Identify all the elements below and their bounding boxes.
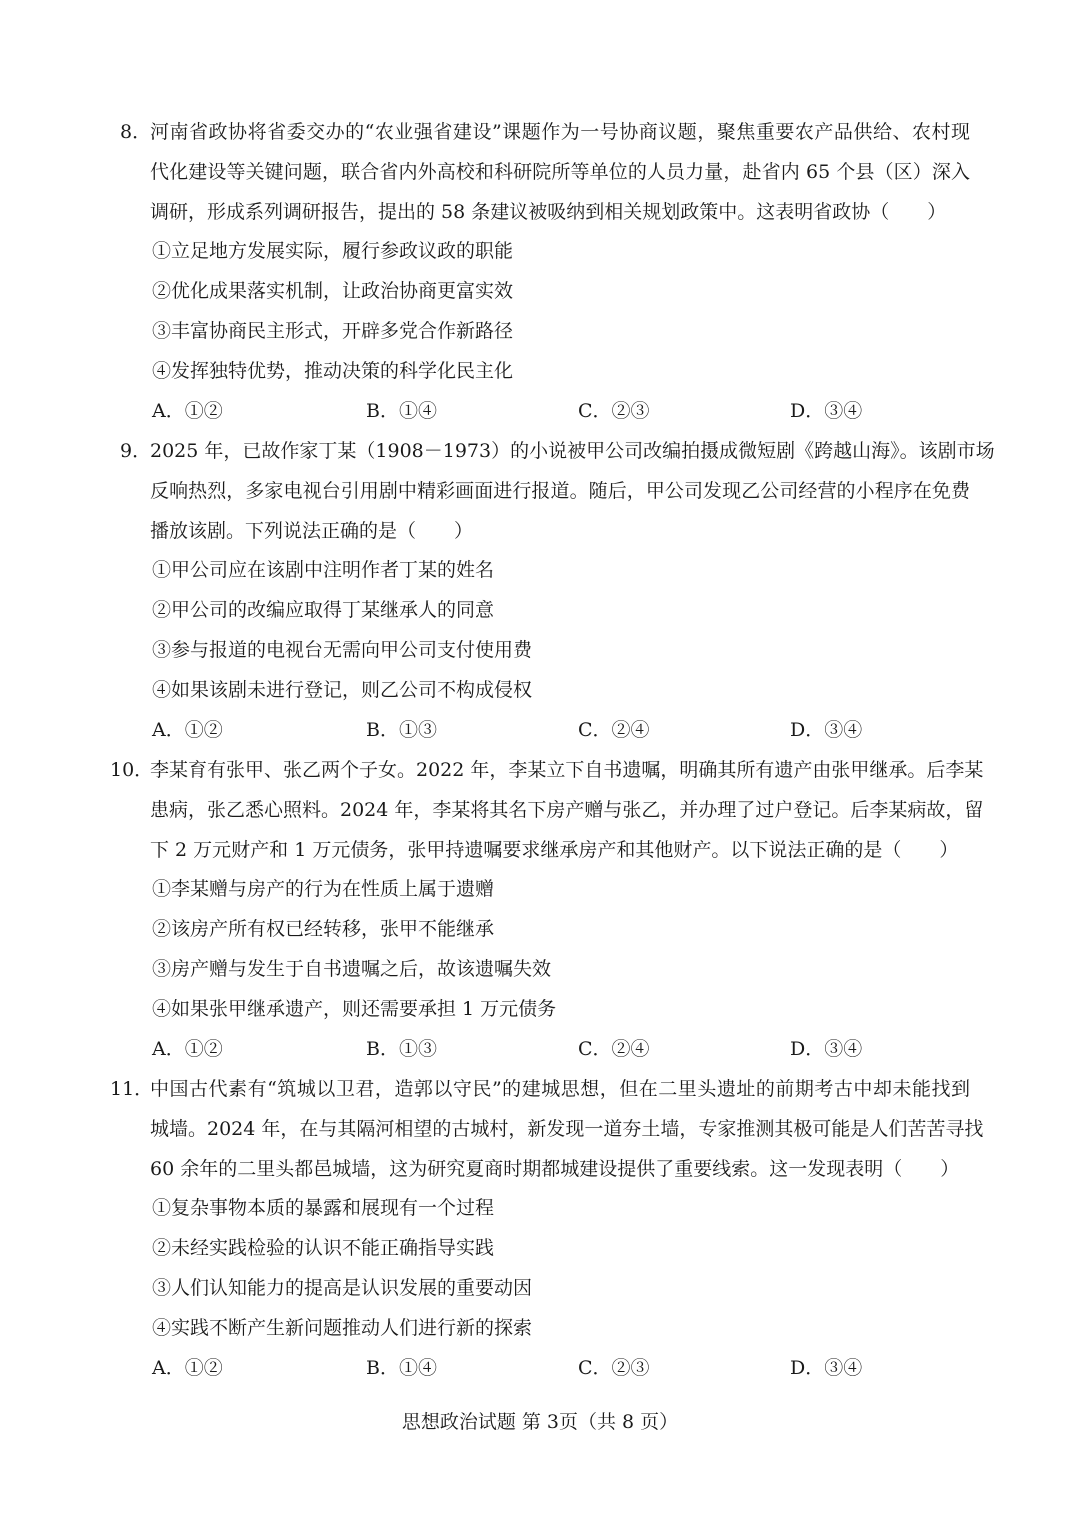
- statement-option: ①李某赠与房产的行为在性质上属于遗赠: [152, 878, 495, 900]
- choice-a: A．①②: [152, 1357, 223, 1379]
- statement-option: ②未经实践检验的认识不能正确指导实践: [152, 1237, 495, 1259]
- question-stem-line: 2025 年，已故作家丁某（1908－1973）的小说被甲公司改编拍摄成微短剧《跨越山海》。该剧市场: [150, 440, 995, 462]
- question-stem-line: 中国古代素有“筑城以卫君，造郭以守民”的建城思想，但在二里头遗址的前期考古中却未能找到: [150, 1078, 970, 1100]
- question-number: 9．: [120, 440, 152, 462]
- choice-d: D．③④: [790, 400, 863, 422]
- choice-c: C．②③: [578, 400, 650, 422]
- answer-choices: [152, 397, 912, 425]
- choice-a: A．①②: [152, 1038, 223, 1060]
- statement-option: ①甲公司应在该剧中注明作者丁某的姓名: [152, 559, 495, 581]
- statement-option: ③房产赠与发生于自书遗嘱之后，故该遗嘱失效: [152, 958, 552, 980]
- statement-option: ④发挥独特优势，推动决策的科学化民主化: [152, 360, 514, 382]
- question-stem-line: 下 2 万元财产和 1 万元债务，张甲持遗嘱要求继承房产和其他财产。以下说法正确的是（ ）: [150, 839, 959, 861]
- question-stem-line: 河南省政协将省委交办的“农业强省建设”课题作为一号协商议题，聚焦重要农产品供给、农村现: [150, 121, 970, 143]
- choice-b: B．①④: [366, 1357, 437, 1379]
- answer-choices: [152, 716, 912, 744]
- statement-option: ②甲公司的改编应取得丁某继承人的同意: [152, 599, 495, 621]
- statement-option: ③丰富协商民主形式，开辟多党合作新路径: [152, 320, 514, 342]
- answer-choices: [152, 1354, 912, 1382]
- question-stem-line: 反响热烈，多家电视台引用剧中精彩画面进行报道。随后，甲公司发现乙公司经营的小程序在免费: [150, 480, 970, 502]
- statement-option: ④如果该剧未进行登记，则乙公司不构成侵权: [152, 679, 533, 701]
- question-number: 11．: [110, 1078, 154, 1100]
- statement-option: ②优化成果落实机制，让政治协商更富实效: [152, 280, 514, 302]
- question-stem-line: 患病，张乙悉心照料。2024 年，李某将其名下房产赠与张乙，并办理了过户登记。后李某病故，留: [150, 799, 984, 821]
- question-number: 10．: [110, 759, 154, 781]
- choice-c: C．②④: [578, 719, 650, 741]
- choice-b: B．①③: [366, 1038, 437, 1060]
- question-stem-line: 城墙。2024 年，在与其隔河相望的古城村，新发现一道夯土墙，专家推测其极可能是人们苦苦寻找: [150, 1118, 984, 1140]
- question-stem-line: 调研，形成系列调研报告，提出的 58 条建议被吸纳到相关规划政策中。这表明省政协（ ）: [150, 201, 947, 223]
- statement-option: ①立足地方发展实际，履行参政议政的职能: [152, 240, 514, 262]
- statement-option: ④如果张甲继承遗产，则还需要承担 1 万元债务: [152, 998, 557, 1020]
- choice-a: A．①②: [152, 400, 223, 422]
- choice-b: B．①③: [366, 719, 437, 741]
- page-footer: 思想政治试题 第 3页（共 8 页）: [401, 1411, 679, 1433]
- choice-c: C．②④: [578, 1038, 650, 1060]
- answer-choices: [152, 1035, 912, 1063]
- question-stem-line: 60 余年的二里头都邑城墙，这为研究夏商时期都城建设提供了重要线索。这一发现表明（ ）: [150, 1158, 960, 1180]
- question-number: 8．: [120, 121, 152, 143]
- choice-c: C．②③: [578, 1357, 650, 1379]
- statement-option: ②该房产所有权已经转移，张甲不能继承: [152, 918, 495, 940]
- choice-d: D．③④: [790, 1357, 863, 1379]
- question-stem-line: 李某育有张甲、张乙两个子女。2022 年，李某立下自书遗嘱，明确其所有遗产由张甲继承。后李某: [150, 759, 984, 781]
- statement-option: ③参与报道的电视台无需向甲公司支付使用费: [152, 639, 533, 661]
- choice-d: D．③④: [790, 1038, 863, 1060]
- statement-option: ③人们认知能力的提高是认识发展的重要动因: [152, 1277, 533, 1299]
- statement-option: ①复杂事物本质的暴露和展现有一个过程: [152, 1197, 495, 1219]
- choice-d: D．③④: [790, 719, 863, 741]
- question-stem-line: 代化建设等关键问题，联合省内外高校和科研院所等单位的人员力量，赴省内 65 个县（区）深入: [150, 161, 970, 183]
- choice-b: B．①④: [366, 400, 437, 422]
- statement-option: ④实践不断产生新问题推动人们进行新的探索: [152, 1317, 533, 1339]
- choice-a: A．①②: [152, 719, 223, 741]
- question-stem-line: 播放该剧。下列说法正确的是（ ）: [150, 520, 474, 542]
